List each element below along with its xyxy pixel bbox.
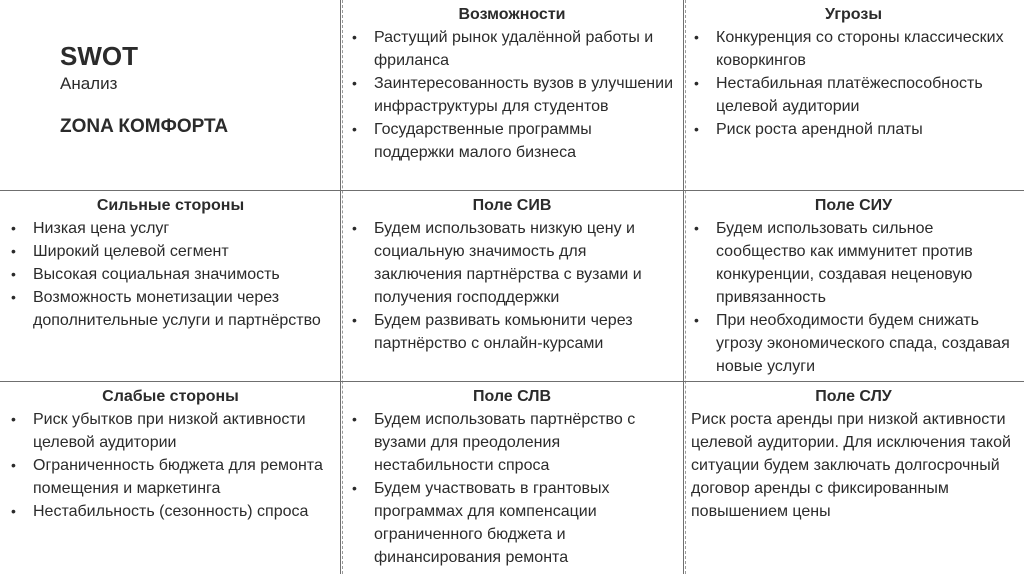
opportunities-list	[349, 26, 675, 164]
list-item: • Ограниченность бюджета для ремонта помещения и маркетинга	[8, 454, 333, 500]
strengths-cell	[0, 191, 341, 382]
list-item: • Риск роста арендной платы	[691, 118, 1016, 141]
bullet-icon: •	[352, 220, 357, 236]
list-item: • Риск убытков при низкой активности целевой аудитории	[8, 408, 333, 454]
threats-heading: Угрозы	[825, 6, 882, 23]
strengths-heading: Сильные стороны	[96, 197, 245, 214]
bullet-icon: •	[694, 29, 699, 45]
opportunities-cell	[341, 0, 683, 191]
weaknesses-heading: Слабые стороны	[102, 388, 239, 405]
list-item: • Государственные программы поддержки малого бизнеса	[349, 118, 675, 164]
st-heading: Поле СИУ	[814, 197, 893, 214]
so-list	[349, 217, 675, 355]
bullet-icon: •	[11, 220, 16, 236]
list-item: • Широкий целевой сегмент	[8, 240, 333, 263]
list-item: • Конкуренция со стороны классических коворкингов	[691, 26, 1016, 72]
bullet-icon: •	[352, 480, 357, 496]
list-item: • Заинтересованность вузов в улучшении инфраструктуры для студентов	[349, 72, 675, 118]
wt-cell	[683, 382, 1024, 574]
wt-text: Риск роста аренды при низкой активности целевой аудитории. Для исключения такой ситуации будем заключать долгосрочный договор аренды с фиксированным повышением цены	[691, 411, 1011, 520]
list-item: • Будем использовать сильное сообщество как иммунитет против конкуренции, создавая неценовую привязанность	[691, 217, 1016, 309]
strengths-list	[8, 217, 333, 332]
bullet-icon: •	[352, 29, 357, 45]
bullet-icon: •	[11, 457, 16, 473]
bullet-icon: •	[694, 121, 699, 137]
list-item: • Будем развивать комьюнити через партнёрство с онлайн-курсами	[349, 309, 675, 355]
swot-title: SWOT	[60, 41, 138, 71]
grid-line-dashed	[342, 0, 343, 574]
grid-line-dashed	[685, 0, 686, 574]
swot-subtitle: Анализ	[60, 74, 118, 93]
grid-line	[683, 0, 684, 574]
bullet-icon: •	[694, 75, 699, 91]
opportunities-heading: Возможности	[458, 6, 566, 23]
list-item: • Высокая социальная значимость	[8, 263, 333, 286]
bullet-icon: •	[352, 121, 357, 137]
list-item: • Нестабильность (сезонность) спроса	[8, 500, 333, 523]
list-item: • При необходимости будем снижать угрозу экономического спада, создавая новые услуги	[691, 309, 1016, 378]
threats-cell	[683, 0, 1024, 191]
list-item: • Возможность монетизации через дополнительные услуги и партнёрство	[8, 286, 333, 332]
bullet-icon: •	[352, 312, 357, 328]
st-cell	[683, 191, 1024, 382]
st-list	[691, 217, 1016, 378]
list-item: • Нестабильная платёжеспособность целевой аудитории	[691, 72, 1016, 118]
list-item: • Низкая цена услуг	[8, 217, 333, 240]
weaknesses-list	[8, 408, 333, 523]
project-name: ZONA КОМФОРТА	[60, 116, 229, 137]
bullet-icon: •	[11, 266, 16, 282]
list-item: • Будем использовать низкую цену и социальную значимость для заключения партнёрства с вузами и получения господдержки	[349, 217, 675, 309]
grid-line	[340, 0, 341, 574]
list-item: • Будем участвовать в грантовых программах для компенсации ограниченного бюджета и финансирования ремонта	[349, 477, 675, 569]
bullet-icon: •	[11, 243, 16, 259]
bullet-icon: •	[352, 75, 357, 91]
wo-cell	[341, 382, 683, 574]
wo-heading: Поле СЛВ	[472, 388, 552, 405]
bullet-icon: •	[694, 220, 699, 236]
bullet-icon: •	[11, 411, 16, 427]
grid-line	[0, 381, 1024, 382]
so-cell	[341, 191, 683, 382]
grid-line	[0, 190, 1024, 191]
bullet-icon: •	[11, 289, 16, 305]
bullet-icon: •	[694, 312, 699, 328]
weaknesses-cell	[0, 382, 341, 574]
so-heading: Поле СИВ	[472, 197, 552, 214]
list-item: • Растущий рынок удалённой работы и фриланса	[349, 26, 675, 72]
wt-heading: Поле СЛУ	[815, 388, 892, 405]
title-cell	[0, 0, 341, 191]
bullet-icon: •	[352, 411, 357, 427]
bullet-icon: •	[11, 503, 16, 519]
wo-list	[349, 408, 675, 569]
list-item: • Будем использовать партнёрство с вузами для преодоления нестабильности спроса	[349, 408, 675, 477]
threats-list	[691, 26, 1016, 141]
